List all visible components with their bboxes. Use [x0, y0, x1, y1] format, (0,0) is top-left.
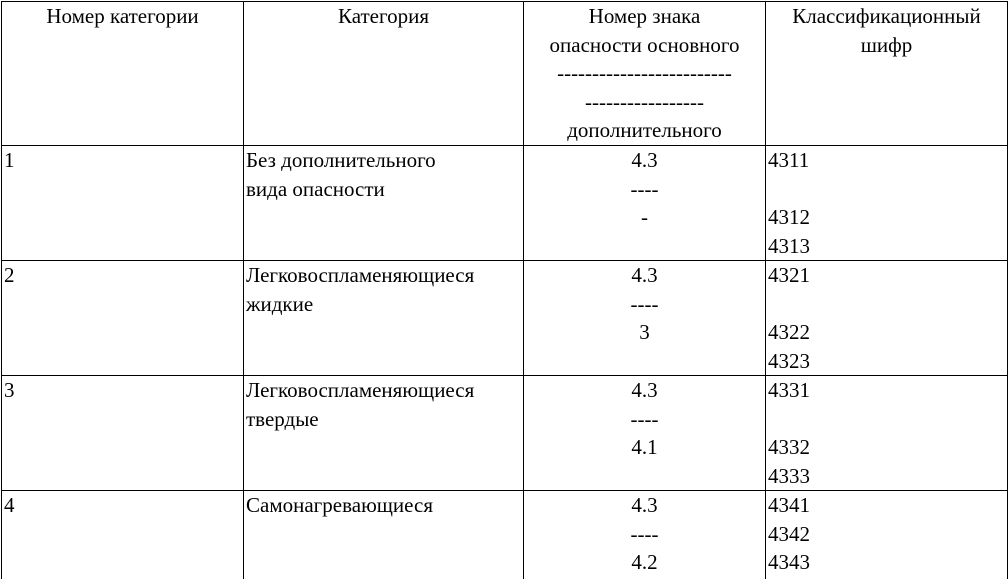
- classification-code-cell: 4331 4332 4333: [766, 376, 1008, 491]
- category-name-cell: Самонагревающиеся: [244, 491, 524, 580]
- classification-code-cell: 4321 4322 4323: [766, 261, 1008, 376]
- category-number-cell: 3: [2, 376, 244, 491]
- table-header-row: [2, 2, 1008, 146]
- table-row: [2, 376, 1008, 491]
- table-row: [2, 146, 1008, 261]
- header-hazard-sign-number: Номер знака опасности основного ------------------------- ----------------- дополнительного: [524, 2, 766, 146]
- hazard-sign-cell: 4.3 ---- 4.2: [524, 491, 766, 580]
- classification-code-cell: 4341 4342 4343: [766, 491, 1008, 580]
- category-name-cell: Легковоспламеняющиеся твердые: [244, 376, 524, 491]
- category-number-cell: 2: [2, 261, 244, 376]
- hazard-sign-cell: 4.3 ---- -: [524, 146, 766, 261]
- category-number-cell: 1: [2, 146, 244, 261]
- category-name-cell: Без дополнительного вида опасности: [244, 146, 524, 261]
- header-classification-code: Классификационный шифр: [766, 2, 1008, 146]
- category-name-cell: Легковоспламеняющиеся жидкие: [244, 261, 524, 376]
- hazard-classification-table: [1, 1, 1008, 579]
- category-number-cell: 4: [2, 491, 244, 580]
- classification-code-cell: 4311 4312 4313: [766, 146, 1008, 261]
- header-category: Категория: [244, 2, 524, 146]
- hazard-sign-cell: 4.3 ---- 4.1: [524, 376, 766, 491]
- hazard-sign-cell: 4.3 ---- 3: [524, 261, 766, 376]
- table-row: [2, 491, 1008, 580]
- header-category-number: Номер категории: [2, 2, 244, 146]
- table-row: [2, 261, 1008, 376]
